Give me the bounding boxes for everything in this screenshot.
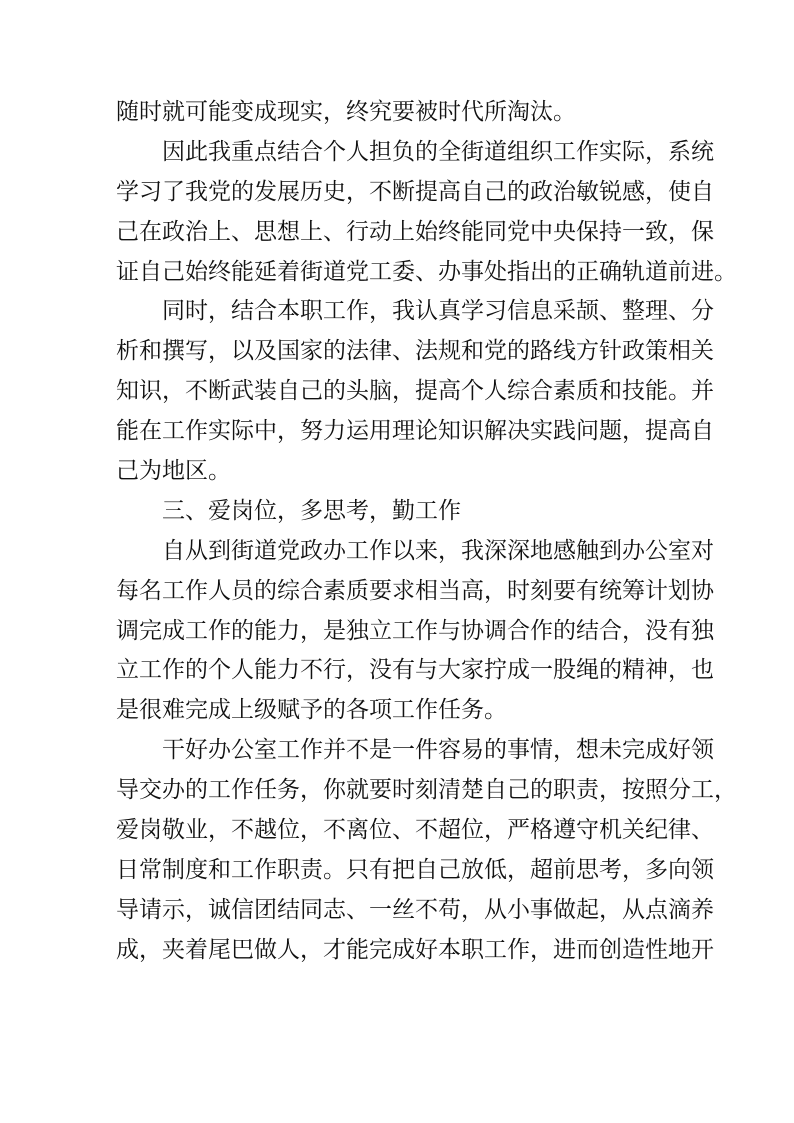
text-line: 立工作的个人能力不行，没有与大家拧成一股绳的精神，也 bbox=[116, 657, 714, 684]
text-line: 是很难完成上级赋予的各项工作任务。 bbox=[116, 697, 507, 724]
text-line: 成，夹着尾巴做人，才能完成好本职工作，进而创造性地开 bbox=[116, 936, 714, 963]
text-line: 导请示，诚信团结同志、一丝不苟，从小事做起，从点滴养 bbox=[116, 896, 714, 923]
text-line: 日常制度和工作职责。只有把自己放低，超前思考，多向领 bbox=[116, 856, 714, 883]
text-line: 析和撰写，以及国家的法律、法规和党的路线方针政策相关 bbox=[116, 338, 714, 365]
text-line: 己为地区。 bbox=[116, 458, 231, 485]
text-line: 知识，不断武装自己的头脑，提高个人综合素质和技能。并 bbox=[116, 378, 714, 405]
document-body bbox=[116, 93, 737, 971]
text-line: 证自己始终能延着街道党工委、办事处指出的正确轨道前进。 bbox=[116, 258, 737, 285]
text-line: 能在工作实际中，努力运用理论知识解决实践问题，提高自 bbox=[116, 418, 714, 445]
text-line: 随时就可能变成现实，终究要被时代所淘汰。 bbox=[116, 99, 576, 125]
text-line: 自从到街道党政办工作以来，我深深地感触到办公室对 bbox=[162, 537, 714, 564]
text-line: 每名工作人员的综合素质要求相当高，时刻要有统筹计划协 bbox=[116, 577, 714, 604]
text-line: 干好办公室工作并不是一件容易的事情，想未完成好领 bbox=[162, 737, 714, 764]
text-line: 己在政治上、思想上、行动上始终能同党中央保持一致，保 bbox=[116, 218, 714, 245]
text-line: 爱岗敬业，不越位，不离位、不超位，严格遵守机关纪律、 bbox=[116, 817, 714, 844]
text-line: 调完成工作的能力，是独立工作与协调合作的结合，没有独 bbox=[116, 617, 714, 644]
text-line: 导交办的工作任务，你就要时刻清楚自己的职责，按照分工， bbox=[116, 777, 737, 804]
text-line: 学习了我党的发展历史，不断提高自己的政治敏锐感，使自 bbox=[116, 178, 714, 205]
text-line: 三、爱岗位，多思考，勤工作 bbox=[162, 497, 461, 524]
text-line: 同时，结合本职工作，我认真学习信息采颉、整理、分 bbox=[162, 298, 714, 325]
text-line: 因此我重点结合个人担负的全街道组织工作实际，系统 bbox=[162, 138, 714, 165]
